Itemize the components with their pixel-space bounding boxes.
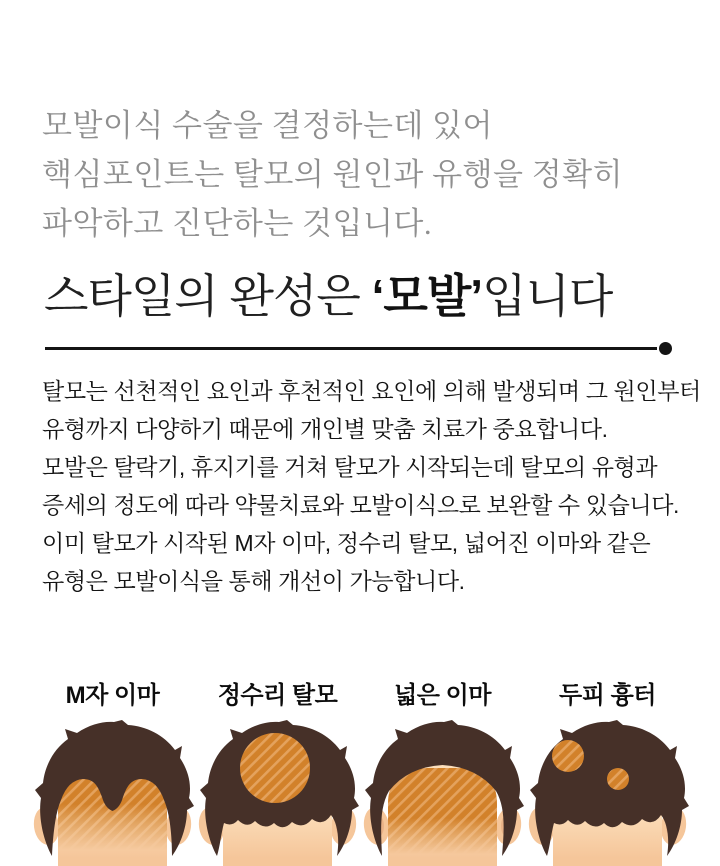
description-line: 유형까지 다양하기 때문에 개인별 맞춤 치료가 중요합니다. [42,416,608,442]
description-text [42,372,701,600]
intro-line: 모발이식 수술을 결정하는데 있어 [42,108,493,143]
description-line: 유형은 모발이식을 통해 개선이 가능합니다. [42,568,465,594]
page-title-prefix: 스타일의 완성은 [44,270,372,322]
head-illustration-crown [195,718,360,866]
type-label: 두피 흉터 [559,682,656,709]
description-line: 모발은 탈락기, 휴지기를 거쳐 탈모가 시작되는데 탈모의 유형과 [42,454,658,480]
intro-text [42,101,623,248]
type-label: 넓은 이마 [394,682,491,709]
type-label: M자 이마 [65,682,160,709]
page-title-suffix: 입니다 [482,270,613,322]
scar-spot-small [607,768,629,790]
head-illustration-scalp-scar [525,718,690,866]
page-title-highlight: ‘모발’ [371,270,483,322]
type-label: 정수리 탈모 [217,682,338,709]
description-line: 증세의 정도에 따라 약물치료와 모발이식으로 보완할 수 있습니다. [42,492,680,518]
type-column-scalp-scar [525,682,690,866]
head-illustration-wide-forehead [360,718,525,866]
intro-line: 핵심포인트는 탈모의 원인과 유행을 정확히 [42,157,624,192]
page-title [44,268,612,324]
hair-loss-types-row [30,682,690,866]
type-column-m-forehead [30,682,195,866]
intro-line: 파악하고 진단하는 것입니다. [42,206,433,241]
bald-spot [240,733,310,803]
divider-line [45,347,657,350]
type-column-crown [195,682,360,866]
divider-dot [659,342,672,355]
head-illustration-m-forehead [30,718,195,866]
type-column-wide-forehead [360,682,525,866]
scar-spot-large [552,740,584,772]
description-line: 이미 탈모가 시작된 M자 이마, 정수리 탈모, 넓어진 이마와 같은 [42,530,651,556]
description-line: 탈모는 선천적인 요인과 후천적인 요인에 의해 발생되며 그 원인부터 [42,378,701,404]
